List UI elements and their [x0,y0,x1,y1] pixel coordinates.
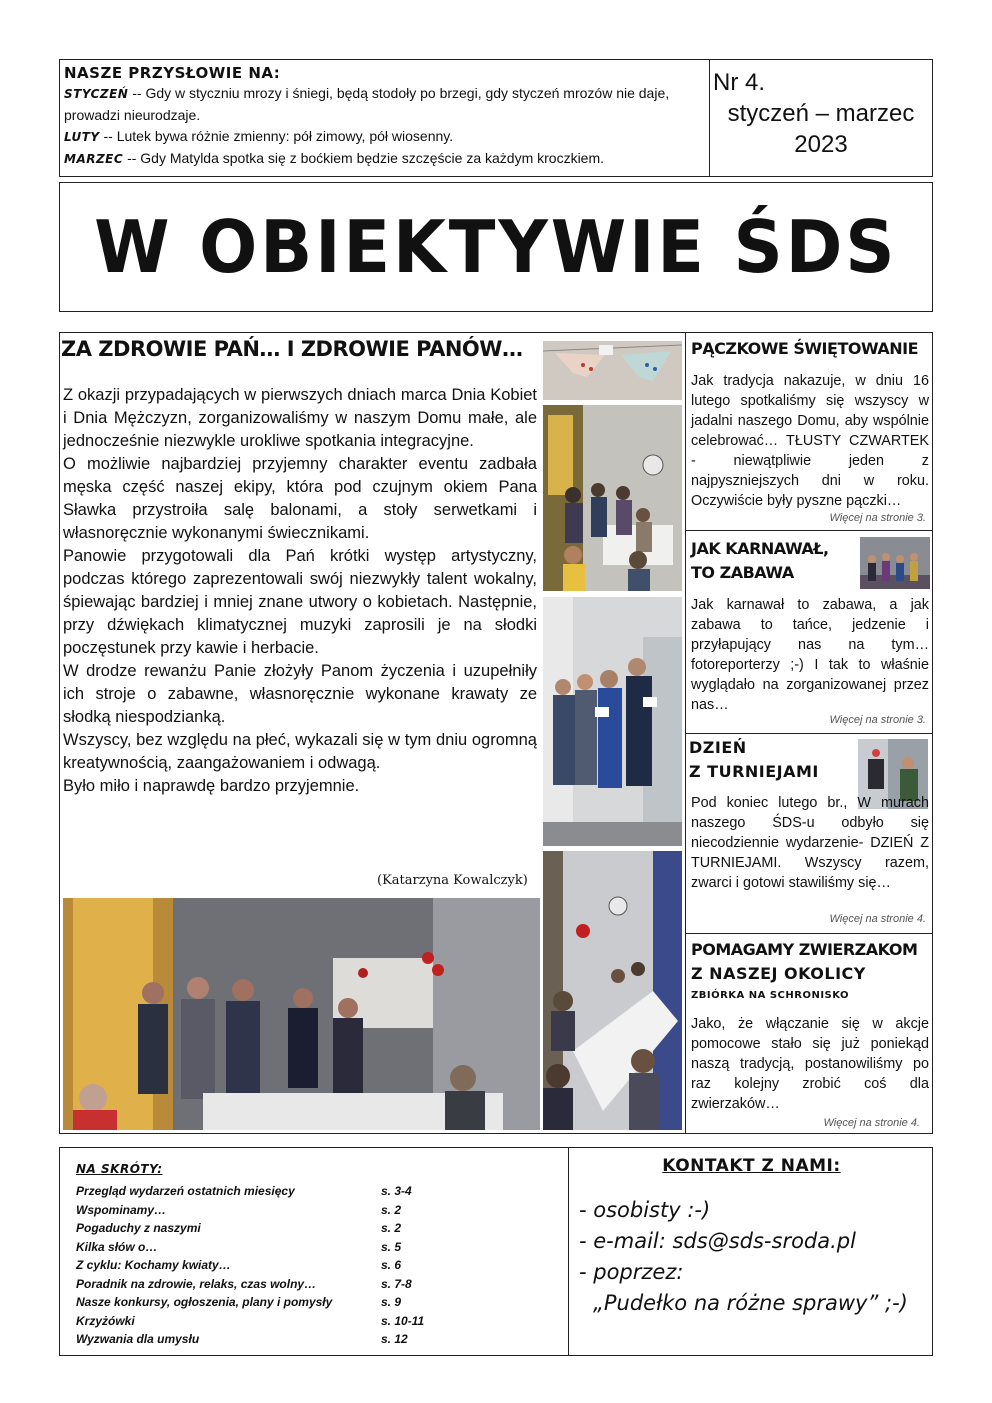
toc-item[interactable]: Pogaduchy z naszymi s. 2 [76,1221,402,1235]
contact-lines [579,1195,929,1319]
side-article-text: Jak karnawał to zabawa, a jak zabawa to tańce, jedzenie i przyłapujący nas na tym… fotoreporterzy ;-) I tak to właśnie wyglądało na zorganizowanej przez nas… [691,597,929,713]
photo-group-party [63,898,540,1130]
article-author: (Katarzyna Kowalczyk) [377,873,528,888]
proverbs-heading: NASZE PRZYSŁOWIE NA: [64,64,281,82]
contact-personal: - osobisty :-) [579,1198,711,1222]
toc-box [59,1147,569,1356]
side-article-subtitle: ZBIÓRKA NA SCHRONISKO [691,990,850,1001]
proverb-march: MARZEC -- Gdy Matylda spotka się z boćkiem będzie szczęście za każdym kroczkiem. [64,150,605,166]
side-article-title-line2: Z NASZEJ OKOLICY [691,964,866,983]
side-article-zwierzaki [685,933,933,1134]
main-article-title: ZA ZDROWIE PAŃ… I ZDROWIE PANÓW… [61,337,523,361]
side-article-title-line2: Z TURNIEJAMI [689,762,819,781]
toc-item[interactable]: Krzyżówki s. 10-11 [76,1313,425,1328]
toc-item[interactable]: Wspominamy… s. 2 [76,1202,402,1217]
toc-item[interactable]: Wyzwania dla umysłu s. 12 [76,1332,408,1346]
issue-number: Nr 4. [713,69,766,96]
side-article-title-line1: DZIEŃ [689,738,747,757]
side-article-paczki [685,332,933,531]
main-article-body [63,384,537,798]
side-article-title: JAK KARNAWAŁ, TO ZABAWA [691,539,829,582]
issue-box [709,59,933,177]
proverb-january: STYCZEŃ -- Gdy w styczniu mrozy i śniegi, będą stodoły po brzegi, gdy styczeń mrozów nie daje, prowadzi nieurodzaje. [64,85,670,123]
masthead-box [59,182,933,312]
contact-email[interactable]: - e-mail: sds@sds-sroda.pl [579,1229,856,1253]
toc-item[interactable]: Z cyklu: Kochamy kwiaty… s. 6 [76,1258,402,1272]
contact-heading: KONTAKT Z NAMI: [662,1156,841,1176]
more-link[interactable]: Więcej na stronie 3. [829,714,926,726]
article-paragraph: Z okazji przypadających w pierwszych dniach marca Dnia Kobiet i Dnia Mężczyzn, zorganizowaliśmy w naszym Domu małe, ale jednocześnie niezwykle urokliwe spotkania integracyjne. [63,386,537,450]
proverb-february: LUTY -- Lutek bywa różnie zmienny: pół zimowy, pół wiosenny. [64,128,454,144]
photo-dining-room [543,851,682,1130]
contact-box-note: „Pudełko na różne sprawy” ;-) [593,1291,908,1315]
side-article-text: Pod koniec lutego br., W murach naszego ŚDS-u odbyło się niecodziennie wydarzenie- DZIEŃ Z TURNIEJAMI. Wszyscy razem, zwarci i gotowi stawiliśmy się… [691,795,929,891]
photo-ties [543,341,682,400]
side-article-karnawal [685,530,933,734]
side-article-turnieje [685,733,933,934]
side-article-text: Jako, że włączanie się w akcje pomocowe stało się już poniekąd naszą tradycją, postanowiliśmy po raz kolejny zrobić coś dla zwierzaków… [691,1016,929,1112]
issue-period: styczeń – marzec [727,100,915,127]
article-paragraph: Panowie przygotowali dla Pań krótki występ artystyczny, podczas którego zaprezentowali swój niezwykły talent wokalny, śpiewając bardziej i mniej znane utwory o kobietach. Następnie, przy dźwiękach klimatycznej muzyki zaprosili je na słodki poczęstunek przy kawie i herbacie. [63,547,537,657]
article-paragraph: O możliwie najbardziej przyjemny charakter eventu zadbała męska część naszej ekipy, która pod czujnym okiem Pana Sławka przystroiła salę balonami, a stoły serwetkami i własnoręcznie wykonanymi świecznikami. [63,455,537,542]
side-article-title: PĄCZKOWE ŚWIĘTOWANIE [691,339,919,358]
toc-item[interactable]: Kilka słów o… s. 5 [76,1239,402,1254]
masthead-title: W OBIEKTYWIE ŚDS [94,205,898,289]
photo-men-singing [543,597,682,846]
contact-via: - poprzez: [579,1260,684,1284]
photo-party-table [543,405,682,591]
more-link[interactable]: Więcej na stronie 4. [823,1117,920,1129]
article-paragraph: Było miło i naprawdę bardzo przyjemnie. [63,777,360,795]
toc-item[interactable]: Nasze konkursy, ogłoszenia, plany i pomysły s. 9 [76,1295,402,1309]
more-link[interactable]: Więcej na stronie 3. [829,512,926,524]
toc-item[interactable]: Przegląd wydarzeń ostatnich miesięcy s. 3-4 [76,1184,412,1198]
toc-heading: NA SKRÓTY: [76,1162,163,1176]
contact-box [568,1147,933,1356]
toc-list [76,1182,556,1349]
article-paragraph: Wszyscy, bez względu na płeć, wykazali się w tym dniu ogromną kreatywnością, zaangażowaniem i odwagą. [63,731,537,772]
proverbs-box [59,59,710,177]
issue-year: 2023 [794,131,848,158]
article-paragraph: W drodze rewanżu Panie złożyły Panom życzenia i uzupełniły ich stroje o zabawne, własnoręcznie wykonane krawaty ze słodką niespodzianką. [63,662,537,726]
toc-item[interactable]: Poradnik na zdrowie, relaks, czas wolny… s. 7-8 [76,1276,412,1291]
photo-karnawal [860,537,930,589]
side-article-title-line1: POMAGAMY ZWIERZAKOM [691,940,918,959]
more-link[interactable]: Więcej na stronie 4. [829,913,926,925]
side-article-text: Jak tradycja nakazuje, w dniu 16 lutego spotkaliśmy się wszyscy w jadalni naszego Domu, aby wspólnie celebrować… TŁUSTY CZWARTEK - niewątpliwie jeden z najpyszniejszych dni w roku. Oczywiście były pyszne pączki… [691,373,929,509]
